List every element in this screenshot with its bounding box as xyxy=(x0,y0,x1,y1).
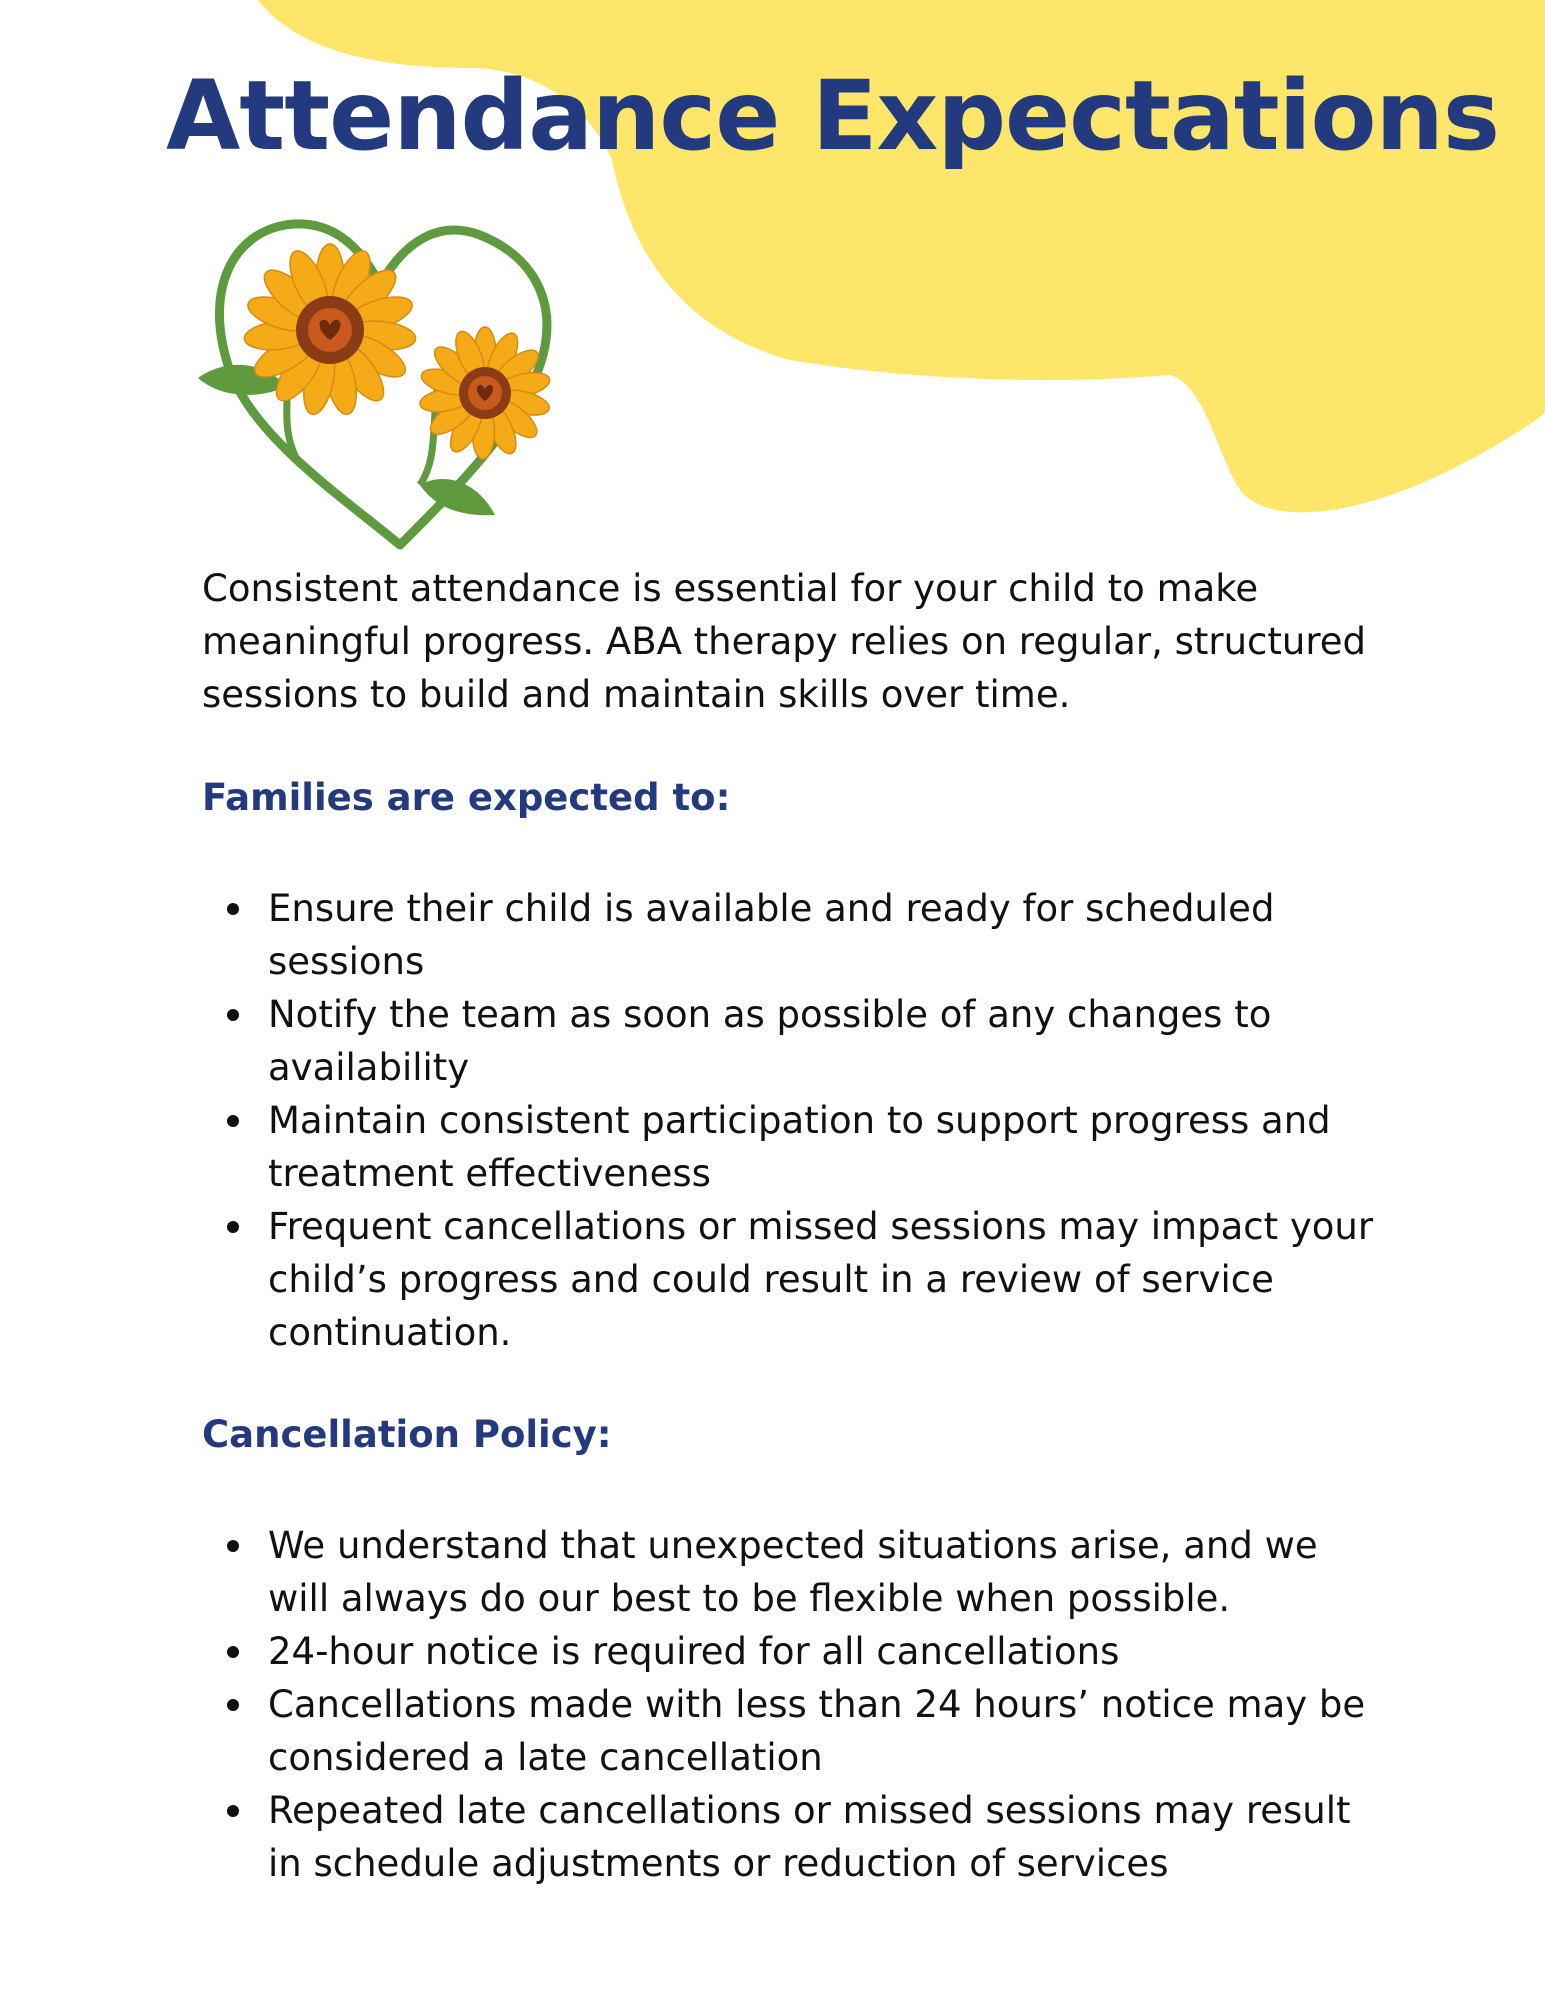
families-list xyxy=(202,882,1382,1359)
list-item: We understand that unexpected situations arise, and we will always do our best to be flexible when possible. xyxy=(202,1519,1382,1625)
list-item: Maintain consistent participation to support progress and treatment effectiveness xyxy=(202,1094,1382,1200)
list-item: Frequent cancellations or missed sessions may impact your child’s progress and could result in a review of service continuation. xyxy=(202,1200,1382,1359)
sunflower-heart-illustration xyxy=(190,215,570,555)
list-item: 24-hour notice is required for all cancellations xyxy=(202,1625,1382,1678)
cancellation-list xyxy=(202,1519,1382,1890)
list-item: Ensure their child is available and ready for scheduled sessions xyxy=(202,882,1382,988)
families-heading: Families are expected to: xyxy=(202,776,731,819)
intro-paragraph: Consistent attendance is essential for your child to make meaningful progress. ABA therapy relies on regular, structured sessions to build and maintain skills over time. xyxy=(202,567,1366,716)
list-item: Repeated late cancellations or missed sessions may result in schedule adjustments or reduction of services xyxy=(202,1784,1382,1890)
list-item: Notify the team as soon as possible of any changes to availability xyxy=(202,988,1382,1094)
main-content xyxy=(202,562,1382,1890)
page-title: Attendance Expectations xyxy=(166,60,1499,172)
cancellation-heading: Cancellation Policy: xyxy=(202,1413,612,1456)
list-item: Cancellations made with less than 24 hours’ notice may be considered a late cancellation xyxy=(202,1678,1382,1784)
